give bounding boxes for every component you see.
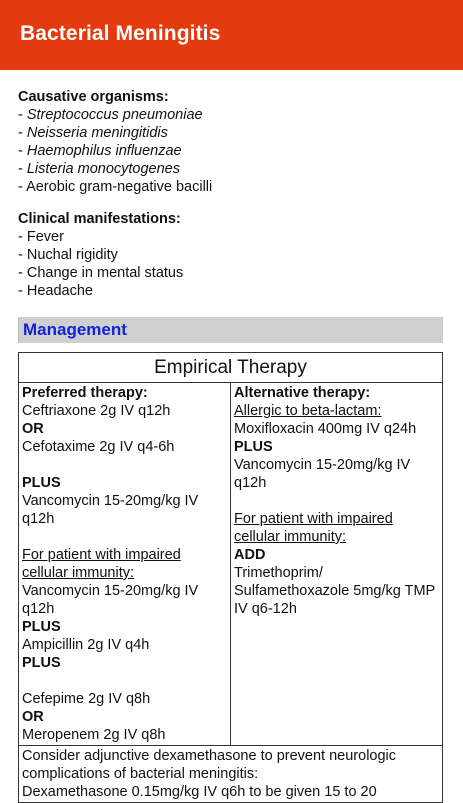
preferred-plus: PLUS bbox=[22, 655, 61, 671]
preferred-line: Cefotaxime 2g IV q4-6h bbox=[22, 439, 175, 455]
clinical-item: - Headache bbox=[18, 283, 93, 299]
dexamethasone-dose: Dexamethasone 0.15mg/kg IV q6h to be given 15 to 20 bbox=[22, 784, 377, 800]
clinical-item: - Nuchal rigidity bbox=[18, 247, 118, 263]
content bbox=[18, 88, 443, 803]
preferred-line: Meropenem 2g IV q8h bbox=[22, 727, 166, 743]
causative-item: - Aerobic gram-negative bacilli bbox=[18, 179, 213, 195]
preferred-line: Vancomycin 15-20mg/kg IV q12h bbox=[22, 583, 199, 617]
alternative-line: Trimethoprim/ Sulfamethoxazole 5mg/kg TMP IV q6-12h bbox=[234, 565, 435, 617]
management-header bbox=[18, 317, 443, 343]
clinical-item: - Change in mental status bbox=[18, 265, 184, 281]
alternative-line: Vancomycin 15-20mg/kg IV q12h bbox=[234, 457, 411, 491]
dexamethasone-note-cell bbox=[19, 746, 443, 803]
alternative-add: ADD bbox=[234, 547, 266, 563]
alternative-impaired-label: For patient with impaired cellular immunity: bbox=[234, 511, 393, 545]
alternative-allergic-label: Allergic to beta-lactam: bbox=[234, 403, 382, 419]
preferred-or: OR bbox=[22, 709, 44, 725]
alternative-line: Moxifloxacin 400mg IV q24h bbox=[234, 421, 417, 437]
clinical-heading: Clinical manifestations: bbox=[18, 211, 181, 227]
alternative-plus: PLUS bbox=[234, 439, 273, 455]
causative-item: - Haemophilus influenzae bbox=[18, 143, 182, 159]
preferred-line: Vancomycin 15-20mg/kg IV q12h bbox=[22, 493, 199, 527]
app-bar bbox=[0, 0, 463, 70]
causative-item: - Listeria monocytogenes bbox=[18, 161, 181, 177]
preferred-therapy-cell bbox=[19, 383, 231, 746]
causative-heading: Causative organisms: bbox=[18, 89, 169, 105]
preferred-line: Ceftriaxone 2g IV q12h bbox=[22, 403, 171, 419]
preferred-plus: PLUS bbox=[22, 475, 61, 491]
alternative-therapy-cell bbox=[231, 383, 443, 746]
preferred-line: Ampicillin 2g IV q4h bbox=[22, 637, 150, 653]
preferred-impaired-label: For patient with impaired cellular immunity: bbox=[22, 547, 181, 581]
preferred-or: OR bbox=[22, 421, 44, 437]
clinical-item: - Fever bbox=[18, 229, 64, 245]
preferred-line: Cefepime 2g IV q8h bbox=[22, 691, 151, 707]
dexamethasone-note: Consider adjunctive dexamethasone to prevent neurologic complications of bacterial meningitis: bbox=[22, 748, 397, 782]
causative-item: - Neisseria meningitidis bbox=[18, 125, 168, 141]
page-title: Bacterial Meningitis bbox=[20, 22, 221, 45]
alternative-heading: Alternative therapy: bbox=[234, 385, 371, 401]
preferred-heading: Preferred therapy: bbox=[22, 385, 148, 401]
preferred-plus: PLUS bbox=[22, 619, 61, 635]
empirical-therapy-table bbox=[18, 352, 443, 803]
causative-item: - Streptococcus pneumoniae bbox=[18, 107, 203, 123]
table-title: Empirical Therapy bbox=[19, 353, 443, 383]
management-heading: Management bbox=[23, 320, 127, 339]
